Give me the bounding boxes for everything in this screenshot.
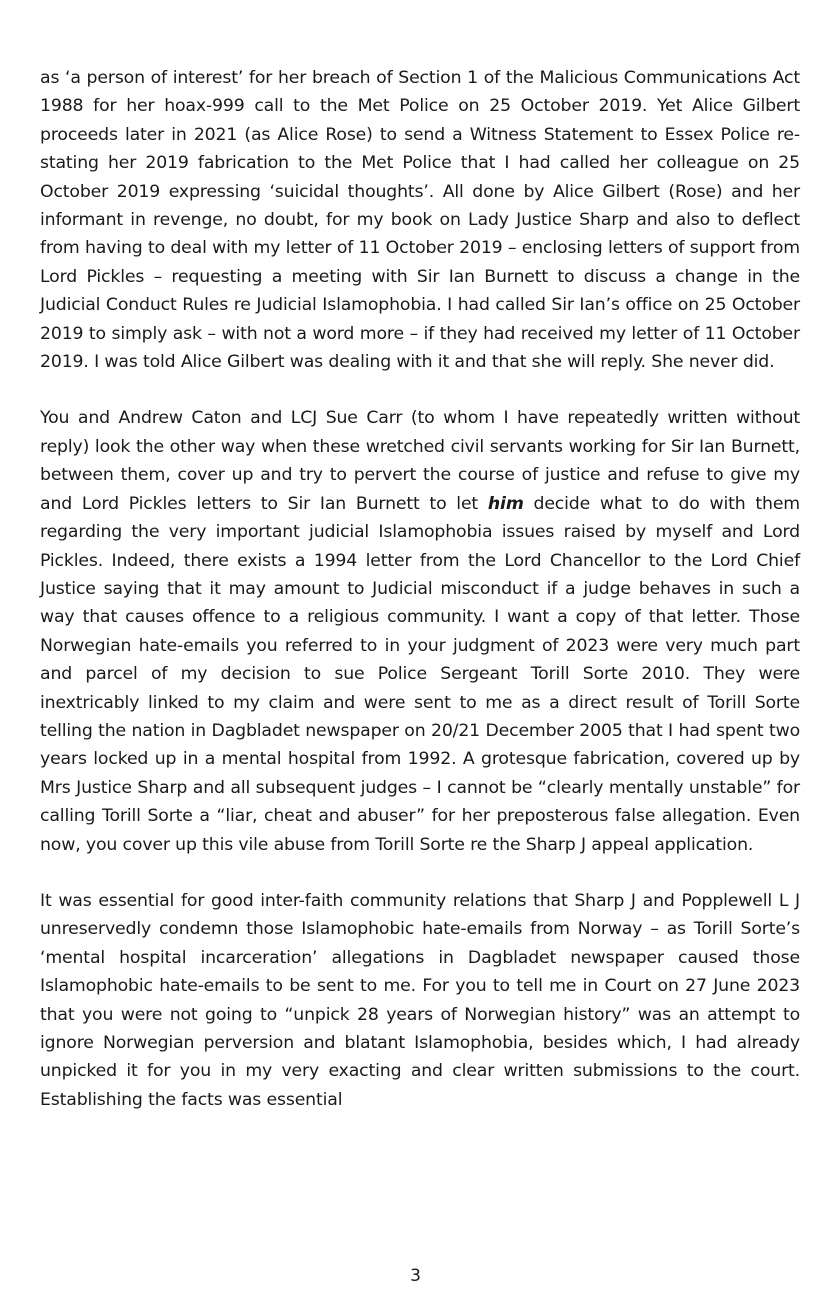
paragraph-2 xyxy=(40,404,800,859)
paragraph-1 xyxy=(40,64,800,376)
document-page xyxy=(40,64,800,1142)
paragraph-3 xyxy=(40,887,800,1114)
page-number: 3 xyxy=(410,1266,421,1286)
paragraph-2-text-b: decide what to do with them regarding the very important judicial Islamophobia issues raised by myself and Lord Pickles. Indeed, there exists a 1994 letter from the Lord Chancellor to the Lord Chief Justice saying that it may amount to Judicial misconduct if a judge behaves in such a way that causes offence to a religious community. I want a copy of that letter. Those Norwegian hate-emails you referred to in your judgment of 2023 were very much part and parcel of my decision to sue Police Sergeant Torill Sorte 2010. They were inextricably linked to my claim and were sent to me as a direct result of Torill Sorte telling the nation in Dagbladet newspaper on 20/21 December 2005 that I had spent two years locked up in a mental hospital from 1992. A grotesque fabrication, covered up by Mrs Justice Sharp and all subsequent judges – I cannot be “clearly mentally unstable” for calling Torill Sorte a “liar, cheat and abuser” for her preposterous false allegation. Even now, you cover up this vile abuse from Torill Sorte re the Sharp J appeal application. xyxy=(40,493,800,855)
paragraph-2-text-a: You and Andrew Caton and LCJ Sue Carr (to whom I have repeatedly written without reply) look the other way when these wretched civil servants working for Sir Ian Burnett, between them, cover up and try to pervert the course of justice and refuse to give my and Lord Pickles letters to Sir Ian Burnett to let xyxy=(40,408,800,514)
paragraph-3-text: It was essential for good inter-faith community relations that Sharp J and Popplewell L J unreservedly condemn those Islamophobic hate-emails from Norway – as Torill Sorte’s ‘mental hospital incarceration’ allegations in Dagbladet newspaper caused those Islamophobic hate-emails to be sent to me. For you to tell me in Court on 27 June 2023 that you were not going to “unpick 28 years of Norwegian history” was an attempt to ignore Norwegian perversion and blatant Islamophobia, besides which, I had already unpicked it for you in my very exacting and clear written submissions to the court. Establishing the facts was essential xyxy=(40,890,800,1110)
paragraph-1-text: as ‘a person of interest’ for her breach of Section 1 of the Malicious Communications Act 1988 for her hoax-999 call to the Met Police on 25 October 2019. Yet Alice Gilbert proceeds later in 2021 (as Alice Rose) to send a Witness Statement to Essex Police re-stating her 2019 fabrication to the Met Police that I had called her colleague on 25 October 2019 expressing ‘suicidal thoughts’. All done by Alice Gilbert (Rose) and her informant in revenge, no doubt, for my book on Lady Justice Sharp and also to deflect from having to deal with my letter of 11 October 2019 – enclosing letters of support from Lord Pickles – requesting a meeting with Sir Ian Burnett to discuss a change in the Judicial Conduct Rules re Judicial Islamophobia. I had called Sir Ian’s office on 25 October 2019 to simply ask – with not a word more – if they had received my letter of 11 October 2019. I was told Alice Gilbert was dealing with it and that she will reply. She never did. xyxy=(40,68,800,373)
emphasis-him: him xyxy=(487,493,524,514)
